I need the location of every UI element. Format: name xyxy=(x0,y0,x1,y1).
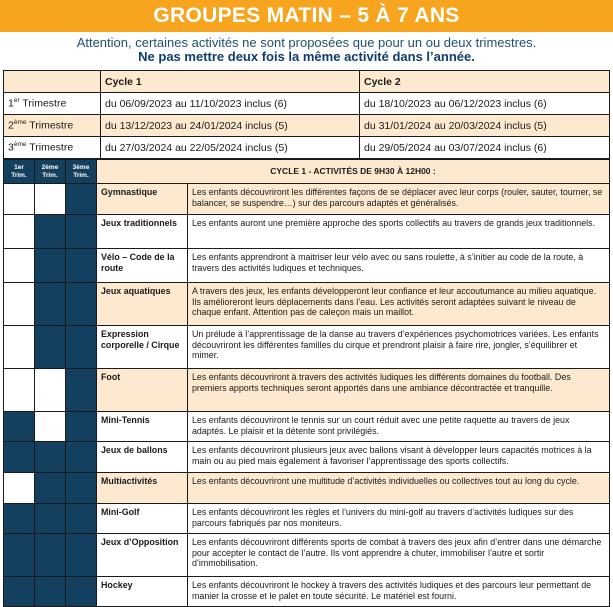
trimester-1-cell xyxy=(4,215,35,249)
cycle1-dates: du 13/12/2023 au 24/01/2024 inclus (5) xyxy=(101,115,360,137)
trimester-3-cell xyxy=(66,184,97,215)
trimester-2-cell xyxy=(35,442,66,473)
trimester-label: 3ème Trimestre xyxy=(4,137,101,159)
activity-name: Expression corporelle / Cirque xyxy=(97,326,188,369)
trimester-2-cell xyxy=(35,283,66,326)
trimester-3-cell xyxy=(66,326,97,369)
notice-trimester-availability: Attention, certaines activités ne sont proposées que pour un ou deux trimestres. xyxy=(76,35,537,50)
trimester-1-cell xyxy=(4,249,35,283)
trimester-1-cell xyxy=(4,473,35,504)
activity-row xyxy=(4,249,610,283)
trimester-3-cell xyxy=(66,442,97,473)
trimester-2-cell xyxy=(35,473,66,504)
activity-row xyxy=(4,369,610,412)
activity-name: Mini-Tennis xyxy=(97,412,188,442)
activity-description: Un prélude à l’apprentissage de la danse au travers d’expériences psychomotrices variées. Les enfants découvriront les différentes familles du cirque et prendront plaisir à faire rire, jongler, s’équilibrer et mimer. xyxy=(188,326,610,369)
trim-header-2: 2ème Trim. xyxy=(35,160,66,184)
trimester-3-cell xyxy=(66,215,97,249)
activity-row xyxy=(4,534,610,577)
trimester-1-cell xyxy=(4,184,35,215)
trimester-row-1 xyxy=(4,93,610,115)
cycle2-dates: du 18/10/2023 au 06/12/2023 inclus (6) xyxy=(360,93,610,115)
cycles-header-cycle1: Cycle 1 xyxy=(101,71,360,93)
trimester-1-cell xyxy=(4,369,35,412)
trimester-2-cell xyxy=(35,369,66,412)
activity-name: Jeux de ballons xyxy=(97,442,188,473)
trimester-2-cell xyxy=(35,184,66,215)
activity-description: A travers des jeux, les enfants développeront leur confiance et leur accoutumance au milieu aquatique. Ils amélioreront leurs déplacements dans l’eau. Les activités seront adaptées suivant le niveau de chaque enfant. Attention pas de caleçon mais un maillot. xyxy=(188,283,610,326)
cycles-header-row xyxy=(4,71,610,93)
activities-header-row xyxy=(4,160,610,184)
trimester-row-2 xyxy=(4,115,610,137)
trimester-3-cell xyxy=(66,534,97,577)
activity-row xyxy=(4,215,610,249)
cycle-activities-title: CYCLE 1 - ACTIVITÉS DE 9H30 À 12H00 : xyxy=(97,160,610,184)
trimester-3-cell xyxy=(66,283,97,326)
trimester-3-cell xyxy=(66,369,97,412)
trimester-label: 2ème Trimestre xyxy=(4,115,101,137)
trimester-2-cell xyxy=(35,326,66,369)
activity-name: Jeux traditionnels xyxy=(97,215,188,249)
activity-description: Les enfants découvriront le tennis sur un court réduit avec une petite raquette au travers de jeux adaptés. Le plaisir et la détente sont privilégiés. xyxy=(188,412,610,442)
activity-description: Les enfants découvriront une multitude d’activités individuelles ou collectives tout au long du cycle. xyxy=(188,473,610,504)
activity-description: Les enfants apprendront à maitriser leur vélo avec ou sans roulette, à s’initier au code de la route, à travers des activités ludiques et techniques. xyxy=(188,249,610,283)
activity-description: Les enfants découvriront le hockey à travers des activités ludiques et des parcours leur permettant de manier la crosse et le palet en toute sécurité. Le matériel est fourni. xyxy=(188,577,610,607)
activity-row xyxy=(4,412,610,442)
trimester-2-cell xyxy=(35,215,66,249)
activity-name: Gymnastique xyxy=(97,184,188,215)
cycle1-dates: du 06/09/2023 au 11/10/2023 inclus (6) xyxy=(101,93,360,115)
trimester-3-cell xyxy=(66,249,97,283)
trimester-1-cell xyxy=(4,283,35,326)
trimester-2-cell xyxy=(35,412,66,442)
trim-header-1: 1er Trim. xyxy=(4,160,35,184)
activity-name: Mini-Golf xyxy=(97,504,188,534)
activity-description: Les enfants découvriront les règles et l’univers du mini-golf au travers d’activités ludiques sur des parcours fabriqués par nos moniteurs. xyxy=(188,504,610,534)
trimester-1-cell xyxy=(4,412,35,442)
cycle1-dates: du 27/03/2024 au 22/05/2024 inclus (5) xyxy=(101,137,360,159)
cycle2-dates: du 31/01/2024 au 20/03/2024 inclus (5) xyxy=(360,115,610,137)
activity-row xyxy=(4,184,610,215)
cycles-schedule-table xyxy=(3,70,610,159)
trimester-1-cell xyxy=(4,442,35,473)
activity-description: Les enfants découvriront plusieurs jeux avec ballons visant à développer leurs capacités motrices à la main ou au pied mais également à favoriser l’apprentissage des sports collectifs. xyxy=(188,442,610,473)
trimester-3-cell xyxy=(66,412,97,442)
activity-row xyxy=(4,283,610,326)
trimester-row-3 xyxy=(4,137,610,159)
trimester-2-cell xyxy=(35,249,66,283)
activities-table xyxy=(3,159,610,607)
trim-header-3: 3ème Trim. xyxy=(66,160,97,184)
activity-row xyxy=(4,326,610,369)
trimester-3-cell xyxy=(66,473,97,504)
activity-name: Hockey xyxy=(97,577,188,607)
trimester-1-cell xyxy=(4,534,35,577)
activity-row xyxy=(4,504,610,534)
cycles-header-cycle2: Cycle 2 xyxy=(360,71,610,93)
activity-name: Jeux d’Opposition xyxy=(97,534,188,577)
trimester-3-cell xyxy=(66,504,97,534)
notice-no-duplicate-activity: Ne pas mettre deux fois la même activité dans l’année. xyxy=(138,49,475,64)
cycle2-dates: du 29/05/2024 au 03/07/2024 inclus (6) xyxy=(360,137,610,159)
activity-description: Les enfants découvriront les différentes façons de se déplacer avec leur corps (rouler, sauter, tourner, se balancer, se suspendre…) sur des parcours adaptés et généralisés. xyxy=(188,184,610,215)
trimester-2-cell xyxy=(35,534,66,577)
activity-name: Jeux aquatiques xyxy=(97,283,188,326)
page-title: GROUPES MATIN – 5 À 7 ANS xyxy=(0,0,613,32)
activity-row xyxy=(4,473,610,504)
trimester-label: 1er Trimestre xyxy=(4,93,101,115)
activity-name: Foot xyxy=(97,369,188,412)
trimester-2-cell xyxy=(35,504,66,534)
trimester-1-cell xyxy=(4,326,35,369)
activity-row xyxy=(4,442,610,473)
activity-name: Vélo – Code de la route xyxy=(97,249,188,283)
activity-description: Les enfants découvriront à travers des activités ludiques les différents domaines du football. Des premiers apports techniques seront apportés dans une ambiance décontractée et tranquille. xyxy=(188,369,610,412)
activity-name: Multiactivités xyxy=(97,473,188,504)
cycles-header-empty xyxy=(4,71,101,93)
activity-description: Les enfants auront une première approche des sports collectifs au travers de grands jeux traditionnels. xyxy=(188,215,610,249)
trimester-1-cell xyxy=(4,504,35,534)
activity-description: Les enfants découvriront différents sports de combat à travers des jeux afin d’entrer dans une démarche pour accepter le contact de l’autre. Ils vont apprendre à chuter, immobiliser l’autre et sortir d’immobilisation. xyxy=(188,534,610,577)
